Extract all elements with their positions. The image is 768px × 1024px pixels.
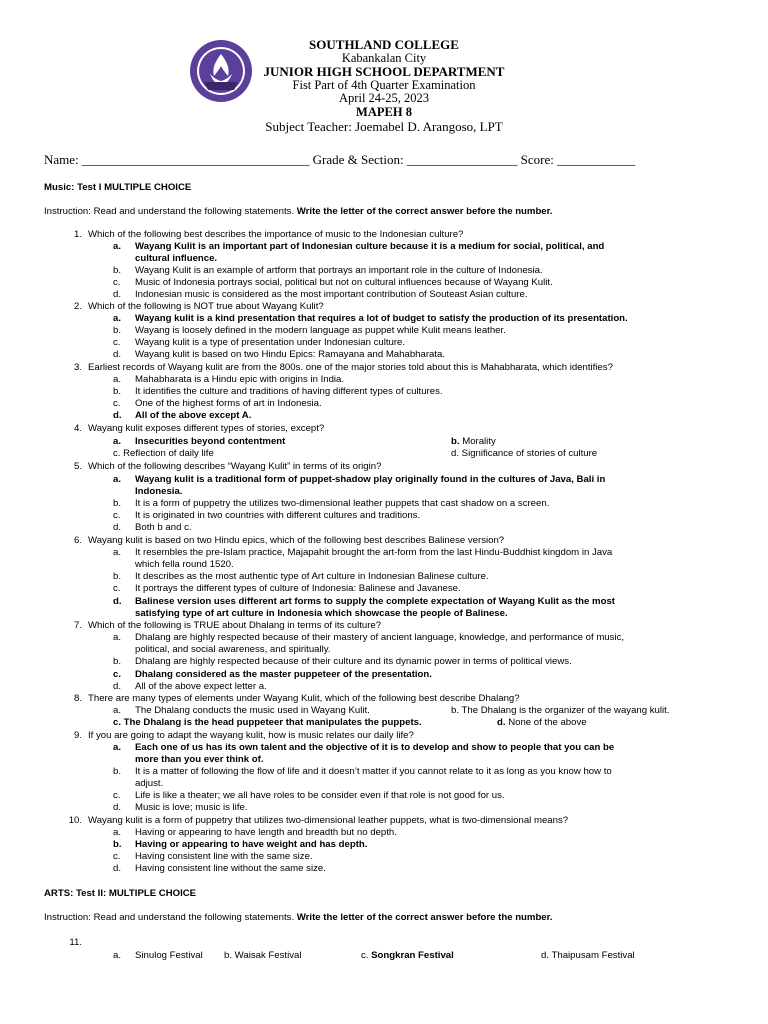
option-cont: satisfying type of art culture in Indonesia which showcase the people of Balinese. <box>135 608 508 619</box>
option <box>361 950 454 962</box>
qnum: 10. <box>68 815 82 826</box>
exam-title: Fist Part of 4th Quarter Examination <box>292 77 476 92</box>
option <box>113 510 420 522</box>
qnum: 11. <box>69 937 82 948</box>
opt-text: It is a matter of following the flow of life and it doesn’t matter if you cannot relate to it as long as you know how to <box>135 766 612 777</box>
opt-text: One of the highest forms of art in Indonesia. <box>135 398 322 409</box>
option <box>113 313 628 325</box>
opt-text: Mahabharata is a Hindu epic with origins in India. <box>135 374 345 385</box>
question-7 <box>44 620 734 632</box>
subject: MAPEH 8 <box>356 104 412 119</box>
opt-letter: c. <box>113 790 121 801</box>
opt-letter: c. <box>113 851 121 862</box>
qnum: 1. <box>73 229 82 240</box>
opt-text: Wayang is loosely defined in the modern language as puppet while Kulit means leather. <box>135 325 506 336</box>
opt-letter: a. <box>113 474 122 485</box>
opt-text: Life is like a theater; we all have roles to be consider even if that role is not good for us. <box>135 790 505 801</box>
qnum: 7. <box>73 620 82 631</box>
option <box>113 802 247 814</box>
option <box>113 742 614 754</box>
option: d. Thaipusam Festival <box>541 950 635 961</box>
question-8 <box>44 693 734 705</box>
opt-letter: b. <box>113 766 122 777</box>
option: d. Significance of stories of culture <box>451 448 598 459</box>
question-text: Which of the following describes “Wayang Kulit” in terms of its origin? <box>88 461 382 472</box>
option <box>113 950 203 962</box>
question-10 <box>44 815 734 827</box>
opt-letter: a. <box>113 827 122 838</box>
opt-text: It is originated in two countries with different cultures and traditions. <box>135 510 421 521</box>
music-section-title <box>44 182 191 193</box>
question-5 <box>44 461 734 473</box>
question-4 <box>44 423 734 435</box>
option <box>113 474 605 486</box>
option <box>113 583 461 595</box>
opt-text: Both b and c. <box>135 522 192 533</box>
opt-letter: d. <box>113 410 122 421</box>
opt-letter: b. <box>113 839 122 850</box>
opt-text: Dhalang are highly respected because of their mastery of ancient language, knowledge, and performance of music, <box>135 632 625 643</box>
option <box>113 656 572 668</box>
opt-letter: a. <box>113 547 122 558</box>
qnum: 2. <box>73 301 82 312</box>
opt-text: Dhalang considered as the master puppeteer of the presentation. <box>135 669 432 680</box>
opt-letter: d. <box>113 522 122 533</box>
option <box>113 705 370 717</box>
question-text: Which of the following is NOT true about Wayang Kulit? <box>88 301 324 312</box>
instruction-bold: Write the letter of the correct answer before the number. <box>296 206 553 217</box>
opt-text: Music is love; music is life. <box>135 802 248 813</box>
question-3 <box>44 362 734 374</box>
option <box>113 337 405 349</box>
opt-letter: a. <box>113 742 122 753</box>
opt-text: All of the above except A. <box>135 410 252 421</box>
arts-instruction <box>44 912 553 923</box>
qnum: 6. <box>73 535 82 546</box>
question-11 <box>44 937 734 949</box>
qnum: 3. <box>73 362 82 373</box>
opt-letter: c. <box>113 277 121 288</box>
opt-text: It is a form of puppetry the utilizes two-dimensional leather puppets that cast shadow on a screen. <box>135 498 550 509</box>
opt-letter: d. <box>113 596 122 607</box>
opt-letter: c. <box>361 950 369 961</box>
instruction-text: Instruction: Read and understand the following statements. <box>44 912 297 923</box>
option-cont: political, and social awareness, and spiritually. <box>135 644 331 655</box>
opt-letter: d. <box>113 349 122 360</box>
option <box>113 265 543 277</box>
option <box>113 596 615 608</box>
opt-text: Wayang kulit is based on two Hindu Epics: Ramayana and Mahabharata. <box>135 349 446 360</box>
question-text: Wayang kulit is based on two Hindu epics, which of the following best describes Balinese version? <box>88 535 505 546</box>
student-info-line: Name: ___________________________________ Grade & Section: _________________ Score: ____________ <box>44 152 636 167</box>
option-cont: cultural influence. <box>135 253 218 264</box>
opt-letter: b. <box>113 325 122 336</box>
instruction-text: Instruction: Read and understand the following statements. <box>44 206 297 217</box>
question-text: Wayang kulit exposes different types of stories, except? <box>88 423 325 434</box>
option <box>113 498 549 510</box>
question-text: Wayang kulit is a form of puppetry that utilizes two-dimensional leather puppets, what is two-dimensional means? <box>88 815 569 826</box>
question-text: Which of the following best describes the importance of music to the Indonesian culture? <box>88 229 464 240</box>
qnum: 9. <box>73 730 82 741</box>
opt-letter: d. <box>113 681 122 692</box>
option <box>113 669 432 681</box>
opt-text: All of the above expect letter a. <box>135 681 267 692</box>
option <box>113 325 506 337</box>
opt-letter: a. <box>113 241 122 252</box>
option <box>113 851 313 863</box>
opt-text: Wayang Kulit is an example of artform that portrays an important role in the culture of Indonesia. <box>135 265 543 276</box>
teacher: Subject Teacher: Joemabel D. Arangoso, LPT <box>265 119 503 134</box>
header <box>0 38 768 135</box>
opt-text: Indonesian music is considered as the most important contribution of Souteast Asian culture. <box>135 289 528 300</box>
exam-date: April 24-25, 2023 <box>339 91 429 105</box>
opt-letter: a. <box>113 436 122 447</box>
arts-section-title: ARTS: Test II: MULTIPLE CHOICE <box>44 888 197 899</box>
opt-text: It portrays the different types of culture of Indonesia: Balinese and Javanese. <box>135 583 461 594</box>
opt-letter: c. <box>113 583 121 594</box>
opt-text: Having consistent line without the same size. <box>135 863 326 874</box>
option <box>113 386 443 398</box>
question-text: Which of the following is TRUE about Dhalang in terms of its culture? <box>88 620 382 631</box>
opt-text: Insecurities beyond contentment <box>135 436 286 447</box>
option <box>113 398 322 410</box>
option <box>113 571 489 583</box>
option <box>113 766 612 778</box>
opt-text: Sinulog Festival <box>135 950 203 961</box>
option <box>113 790 505 802</box>
opt-letter: a. <box>113 313 122 324</box>
option <box>113 289 528 301</box>
option <box>113 839 367 851</box>
opt-text: Dhalang are highly respected because of their culture and its dynamic power in terms of political views. <box>135 656 572 667</box>
opt-text: Having consistent line with the same size. <box>135 851 313 862</box>
school-name: SOUTHLAND COLLEGE <box>309 37 459 52</box>
option: c. The Dhalang is the head puppeteer that manipulates the puppets. <box>113 717 422 728</box>
opt-letter: b. <box>113 386 122 397</box>
qnum: 4. <box>73 423 82 434</box>
question-9 <box>44 730 734 742</box>
question-1 <box>44 229 734 241</box>
department: JUNIOR HIGH SCHOOL DEPARTMENT <box>263 64 505 79</box>
music-instruction <box>44 206 553 217</box>
instruction-bold: Write the letter of the correct answer before the number. <box>296 912 553 923</box>
option: c. Reflection of daily life <box>113 448 214 459</box>
opt-letter: c. <box>113 337 121 348</box>
opt-letter: d. <box>497 717 506 728</box>
opt-text: It identifies the culture and traditions of having different types of cultures. <box>135 386 443 397</box>
opt-text: None of the above <box>505 717 587 728</box>
school-city: Kabankalan City <box>341 50 427 65</box>
question-text: If you are going to adapt the wayang kulit, how is music relates our daily life? <box>88 730 414 741</box>
opt-text: Each one of us has its own talent and the objective of it is to develop and show to people that you can be <box>135 742 615 753</box>
question-text: There are many types of elements under Wayang Kulit, which of the following best describe Dhalang? <box>88 693 520 704</box>
music-title-prefix: Music <box>44 182 72 193</box>
option-cont: which fella round 1520. <box>135 559 234 570</box>
option: b. Waisak Festival <box>224 950 302 961</box>
option <box>113 547 612 559</box>
opt-letter: d. <box>113 863 122 874</box>
option <box>113 374 344 386</box>
qnum: 5. <box>73 461 82 472</box>
option <box>113 827 397 839</box>
option-cont: Indonesia. <box>135 486 183 497</box>
option <box>113 522 192 534</box>
opt-letter: b. <box>113 498 122 509</box>
opt-text: Wayang kulit is a type of presentation under Indonesian culture. <box>135 337 406 348</box>
opt-text: Songkran Festival <box>371 950 454 961</box>
option <box>113 349 445 361</box>
opt-letter: b. <box>113 265 122 276</box>
opt-text: Having or appearing to have length and breadth but no depth. <box>135 827 397 838</box>
opt-text: Having or appearing to have weight and has depth. <box>135 839 368 850</box>
opt-letter: c. <box>113 510 121 521</box>
opt-letter: c. <box>113 398 121 409</box>
opt-letter: d. <box>113 289 122 300</box>
opt-text: Wayang kulit is a traditional form of puppet-shadow play originally found in the cultures of Java, Bali in <box>135 474 606 485</box>
question-text: Earliest records of Wayang kulit are from the 800s. one of the major stories told about this is Mahabharata, which identifies? <box>88 362 613 373</box>
opt-letter: a. <box>113 950 122 961</box>
opt-text: The Dhalang conducts the music used in Wayang Kulit. <box>135 705 370 716</box>
option <box>451 436 496 448</box>
qnum: 8. <box>73 693 82 704</box>
option <box>113 863 326 875</box>
opt-letter: b. <box>113 571 122 582</box>
opt-letter: c. <box>113 669 122 680</box>
opt-text: Balinese version uses different art forms to supply the complete expectation of Wayang Kulit as the most <box>135 596 615 607</box>
option <box>113 436 285 448</box>
opt-letter: b. <box>451 436 460 447</box>
option-cont: adjust. <box>135 778 164 789</box>
opt-text: Music of Indonesia portrays social, political but not on cultural influences because of Wayang Kulit. <box>135 277 553 288</box>
opt-letter: a. <box>113 632 122 643</box>
opt-text: It resembles the pre-Islam practice, Majapahit brought the art-form from the last Hindu-Buddhist kingdom in Java <box>135 547 613 558</box>
option-cont: more than you ever think of. <box>135 754 264 765</box>
opt-letter: a. <box>113 705 122 716</box>
option <box>113 410 251 422</box>
opt-text: Wayang Kulit is an important part of Indonesian culture because it is a medium for social, political, and <box>135 241 605 252</box>
opt-text: Morality <box>459 436 496 447</box>
option <box>113 632 624 644</box>
option <box>113 277 553 289</box>
option <box>113 681 267 693</box>
question-6 <box>44 535 734 547</box>
opt-letter: a. <box>113 374 122 385</box>
music-title-rest: : Test I MULTIPLE CHOICE <box>71 182 192 193</box>
opt-letter: b. <box>113 656 122 667</box>
option <box>497 717 587 729</box>
opt-letter: d. <box>113 802 122 813</box>
option: b. The Dhalang is the organizer of the wayang kulit. <box>451 705 670 716</box>
question-2 <box>44 301 734 313</box>
opt-text: Wayang kulit is a kind presentation that requires a lot of budget to satisfy the production of its presentation. <box>135 313 628 324</box>
opt-text: It describes as the most authentic type of Art culture in Indonesian Balinese culture. <box>135 571 489 582</box>
option <box>113 241 604 253</box>
